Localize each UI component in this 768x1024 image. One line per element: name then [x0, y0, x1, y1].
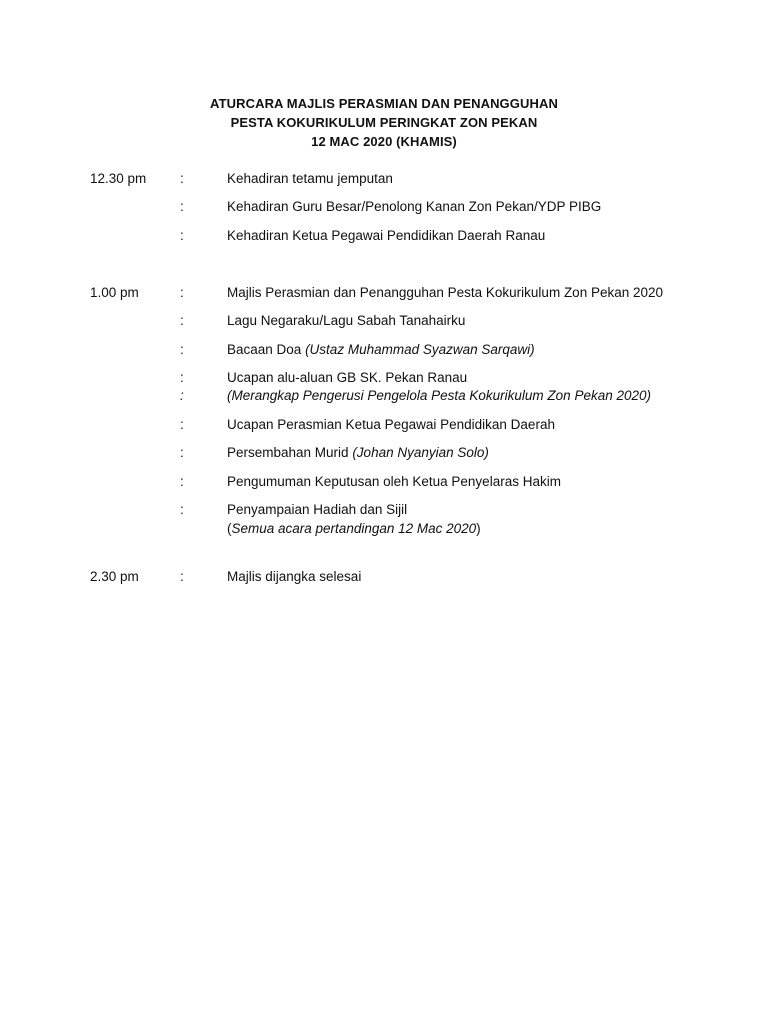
schedule-item: Majlis dijangka selesai	[227, 569, 362, 584]
separator-colon: :	[180, 445, 184, 460]
schedule-item: Kehadiran Guru Besar/Penolong Kanan Zon Pekan/YDP PIBG	[227, 199, 602, 214]
schedule-item: Kehadiran Ketua Pegawai Pendidikan Daerah Ranau	[227, 228, 546, 243]
title-line-3: 12 MAC 2020 (KHAMIS)	[311, 134, 457, 149]
separator-colon: :	[180, 199, 184, 214]
item-note: (Merangkap Pengerusi Pengelola Pesta Kokurikulum Zon Pekan 2020)	[227, 388, 651, 403]
schedule-time: 2.30 pm	[90, 569, 139, 584]
schedule-item: Lagu Negaraku/Lagu Sabah Tanahairku	[227, 313, 466, 328]
separator-colon: :	[180, 569, 184, 584]
separator-colon: :	[180, 228, 184, 243]
separator-colon: :	[180, 370, 184, 385]
item-label: Bacaan Doa	[227, 342, 306, 357]
item-label: Persembahan Murid	[227, 445, 353, 460]
schedule-item: Ucapan alu-aluan GB SK. Pekan Ranau	[227, 370, 468, 385]
separator-colon: :	[180, 502, 184, 517]
schedule-item	[227, 443, 489, 462]
schedule-time: 12.30 pm	[90, 171, 147, 186]
item-note: (Johan Nyanyian Solo)	[352, 445, 489, 460]
title-line-2: PESTA KOKURIKULUM PERINGKAT ZON PEKAN	[230, 115, 538, 130]
schedule-item: Penyampaian Hadiah dan Sijil	[227, 502, 408, 517]
open-paren: (	[227, 521, 232, 536]
separator-colon: :	[180, 171, 184, 186]
document-title	[0, 94, 768, 151]
separator-colon: :	[180, 417, 184, 432]
note-text: Semua acara pertandingan 12 Mac 2020	[231, 521, 477, 536]
close-paren: )	[476, 521, 481, 536]
item-note	[227, 519, 481, 538]
item-note: (Ustaz Muhammad Syazwan Sarqawi)	[305, 342, 535, 357]
title-line-1: ATURCARA MAJLIS PERASMIAN DAN PENANGGUHAN	[210, 96, 558, 111]
separator-colon: :	[180, 342, 184, 357]
separator-colon: :	[180, 285, 184, 300]
separator-colon: :	[180, 474, 184, 489]
schedule-item: Pengumuman Keputusan oleh Ketua Penyelaras Hakim	[227, 474, 561, 489]
schedule-item: Majlis Perasmian dan Penangguhan Pesta Kokurikulum Zon Pekan 2020	[227, 285, 664, 300]
separator-colon: :	[180, 388, 184, 403]
schedule-item: Ucapan Perasmian Ketua Pegawai Pendidikan Daerah	[227, 417, 555, 432]
schedule-item: Kehadiran tetamu jemputan	[227, 171, 393, 186]
schedule-time: 1.00 pm	[90, 285, 139, 300]
separator-colon: :	[180, 313, 184, 328]
schedule-item	[227, 340, 535, 359]
